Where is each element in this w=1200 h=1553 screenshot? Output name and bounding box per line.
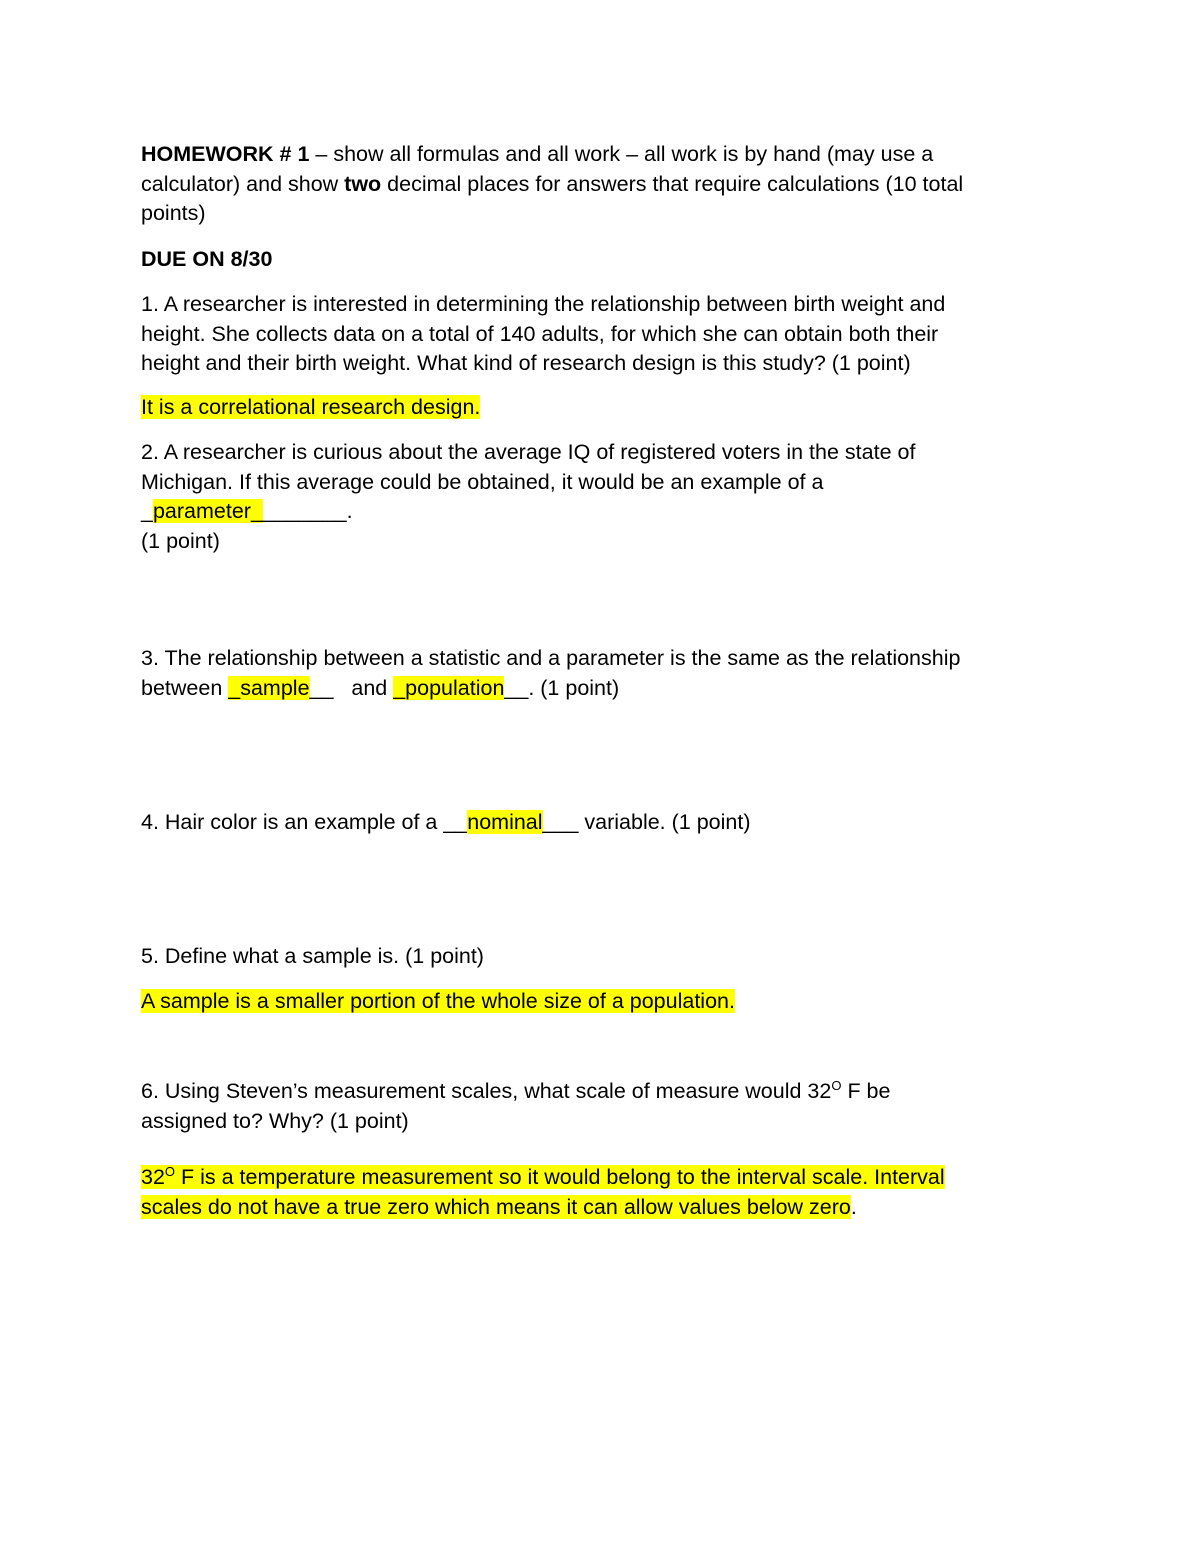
q2-points: (1 point) bbox=[141, 528, 220, 553]
q2-blank-pre: _ bbox=[141, 499, 153, 523]
degree-symbol: O bbox=[831, 1078, 842, 1093]
answer-5 bbox=[141, 987, 1061, 1017]
question-5 bbox=[141, 942, 1061, 972]
instructions-text-2a: calculator) and show bbox=[141, 171, 345, 196]
header-line-1 bbox=[141, 140, 1061, 170]
answer-6-line-1 bbox=[141, 1163, 1061, 1193]
header-line-3: points) bbox=[141, 201, 206, 225]
answer-4-text: nominal bbox=[467, 810, 543, 834]
answer-3b-text: _population bbox=[393, 675, 505, 700]
q3-pre: between bbox=[141, 675, 229, 700]
q6-line-1-pre: 6. Using Steven’s measurement scales, what scale of measure would 32 bbox=[141, 1079, 832, 1103]
answer-degree-symbol: O bbox=[164, 1164, 176, 1179]
q6-line-2: assigned to? Why? (1 point) bbox=[141, 1108, 409, 1133]
instructions-text-1: – show all formulas and all work – all work is by hand (may use a bbox=[309, 142, 934, 166]
q1-line-2: height. She collects data on a total of 140 adults, for which she can obtain both their bbox=[141, 321, 939, 346]
q4-line bbox=[141, 808, 1061, 838]
question-4 bbox=[141, 808, 1061, 838]
question-2 bbox=[141, 438, 1061, 556]
q2-blank-post: _______. bbox=[262, 499, 353, 523]
answer-6 bbox=[141, 1163, 1061, 1222]
answer-6-pre: 32 bbox=[141, 1165, 165, 1189]
answer-1 bbox=[141, 393, 1061, 423]
question-3 bbox=[141, 644, 1061, 703]
q2-blank-line bbox=[141, 497, 1061, 527]
due-date-text: DUE ON 8/30 bbox=[141, 247, 273, 271]
answer-3a-text: _sample bbox=[228, 675, 310, 700]
q2-line-1: 2. A researcher is curious about the average IQ of registered voters in the state of bbox=[141, 440, 916, 464]
q4-post: ___ variable. (1 point) bbox=[542, 810, 751, 834]
q3-post: __. (1 point) bbox=[504, 675, 620, 700]
due-date bbox=[141, 245, 1061, 275]
q6-line-1-post: F be bbox=[841, 1079, 891, 1103]
instructions-text-2b: decimal places for answers that require calculations (10 total bbox=[381, 171, 964, 196]
q3-mid: __ and bbox=[309, 675, 394, 700]
instructions-bold-two: two bbox=[344, 171, 382, 196]
answer-6-line-1-text: F is a temperature measurement so it would belong to the interval scale. Interval bbox=[175, 1165, 945, 1189]
q1-line-1: 1. A researcher is interested in determining the relationship between birth weight and bbox=[141, 292, 946, 316]
q3-line-2 bbox=[141, 674, 1061, 704]
header-instructions bbox=[141, 140, 1061, 229]
q2-line-2: Michigan. If this average could be obtained, it would be an example of a bbox=[141, 469, 824, 494]
question-1 bbox=[141, 290, 1061, 379]
answer-2-text: parameter_ bbox=[152, 499, 263, 523]
answer-1-text: It is a correlational research design. bbox=[141, 395, 481, 419]
answer-5-text: A sample is a smaller portion of the whole size of a population. bbox=[141, 989, 735, 1013]
homework-title: HOMEWORK # 1 bbox=[141, 142, 310, 166]
q1-line-3: height and their birth weight. What kind of research design is this study? (1 point) bbox=[141, 351, 911, 375]
header-line-2 bbox=[141, 170, 1061, 200]
q6-line-1 bbox=[141, 1077, 1061, 1107]
q5-question: 5. Define what a sample is. (1 point) bbox=[141, 944, 484, 968]
answer-6-line-2 bbox=[141, 1193, 1061, 1223]
q4-pre: 4. Hair color is an example of a __ bbox=[141, 810, 468, 834]
answer-6-line-2-text: scales do not have a true zero which means it can allow values below zero bbox=[141, 1194, 851, 1219]
q3-line-1: 3. The relationship between a statistic and a parameter is the same as the relationship bbox=[141, 646, 961, 670]
question-6 bbox=[141, 1077, 1061, 1136]
answer-6-line-1-highlight bbox=[141, 1165, 945, 1189]
answer-6-period: . bbox=[850, 1194, 857, 1219]
